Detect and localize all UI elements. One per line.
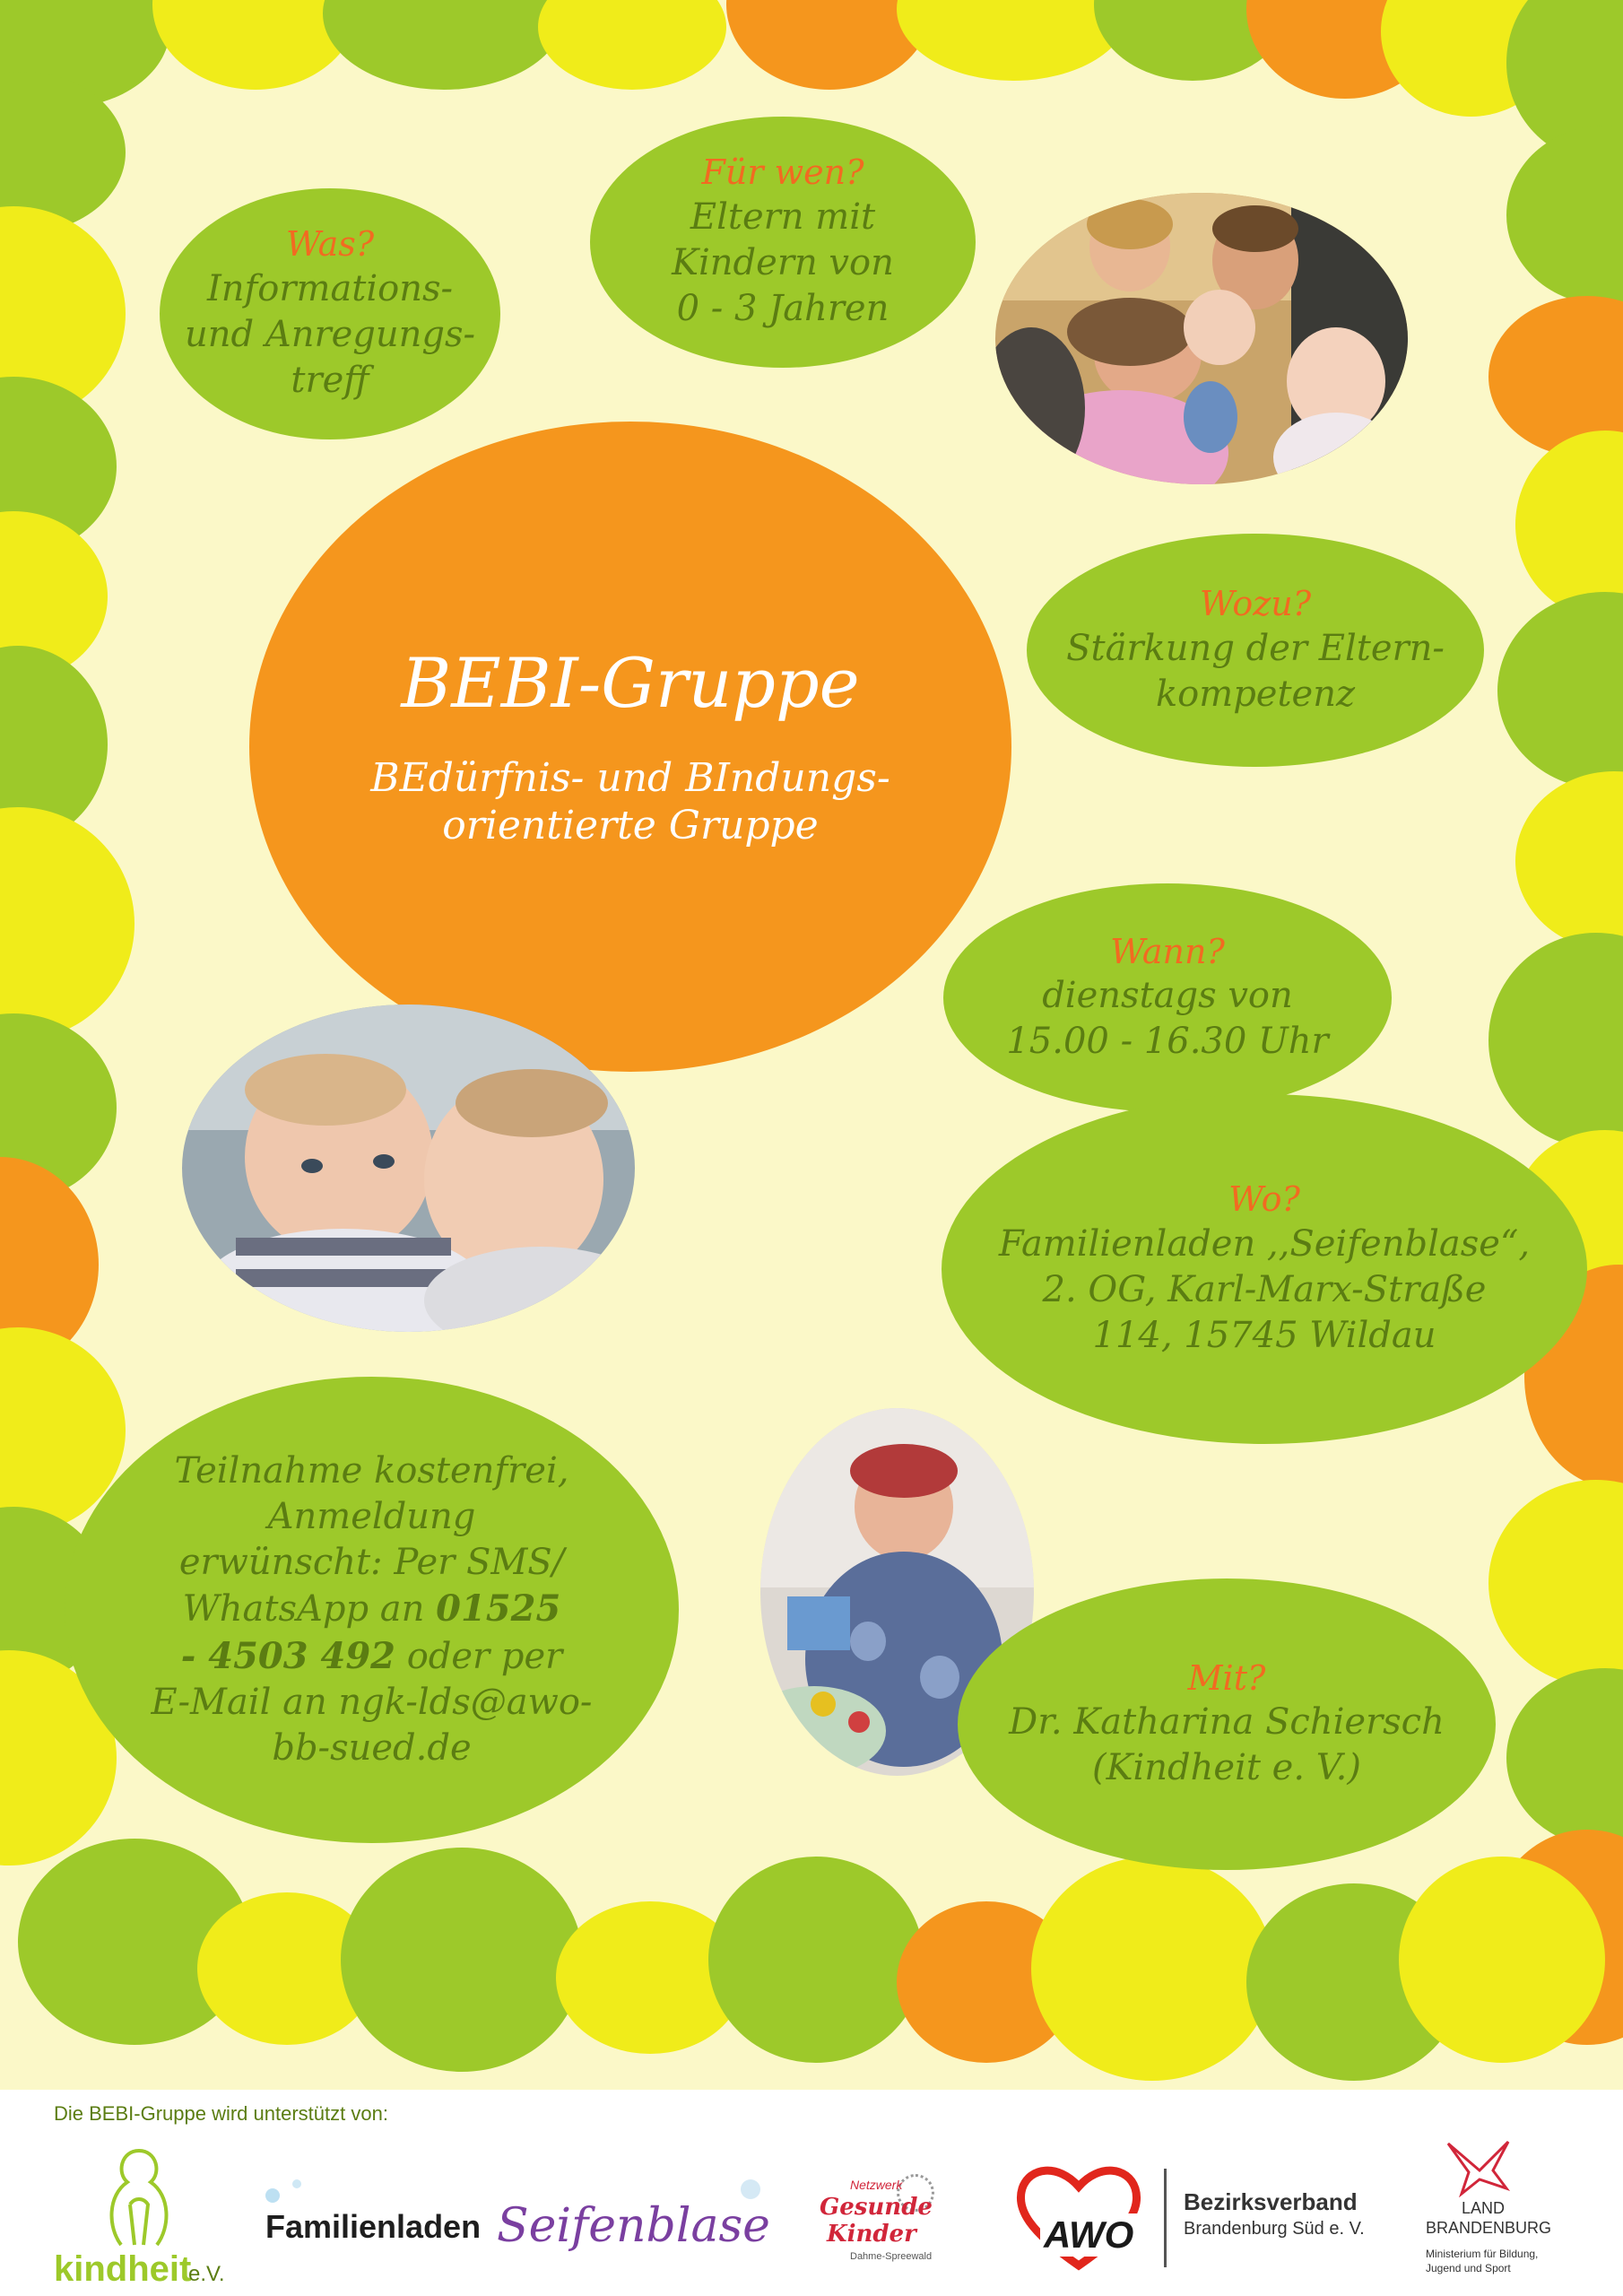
- title-bubble: [249, 422, 1011, 1072]
- land-line2: BRANDENBURG: [1426, 2219, 1552, 2237]
- ngk-logo: [814, 2169, 949, 2276]
- mit-line1: Dr. Katharina Schiersch: [1009, 1701, 1445, 1744]
- teilnahme-line4: [183, 1586, 561, 1632]
- teilnahme-line7: bb-sued.de: [272, 1726, 472, 1769]
- awo-wordmark: AWO: [1040, 2213, 1137, 2257]
- footer: [0, 2090, 1623, 2296]
- teilnahme-line2: Anmeldung: [267, 1496, 476, 1538]
- was-line1: Informations-: [206, 267, 454, 309]
- photo-family: [995, 193, 1408, 484]
- teilnahme-line6: E-Mail an ngk-lds@awo-: [151, 1681, 593, 1723]
- teilnahme-phone-part2: - 4503 492: [180, 1634, 395, 1677]
- land-ministry1: Ministerium für Bildung,: [1426, 2248, 1539, 2260]
- awo-line1: Bezirksverband: [1184, 2188, 1358, 2215]
- fuer-wen-line1: Eltern mit: [690, 196, 876, 238]
- wozu-line1: Stärkung der Eltern-: [1066, 627, 1445, 669]
- supported-by-text: Die BEBI-Gruppe wird unterstützt von:: [54, 2102, 388, 2125]
- fuer-wen-question: Für wen?: [701, 152, 864, 193]
- teilnahme-oder-per: oder per: [395, 1635, 563, 1677]
- seifenblase-text: Seifenblase: [497, 2199, 770, 2253]
- wozu-question: Wozu?: [1199, 584, 1312, 624]
- eagle-icon: [1444, 2135, 1515, 2197]
- kindheit-wordmark: kindheit: [54, 2249, 192, 2289]
- was-question: Was?: [285, 224, 375, 265]
- wann-question: Wann?: [1110, 931, 1225, 971]
- teilnahme-line1: Teilnahme kostenfrei,: [174, 1449, 569, 1492]
- title-subline1: BEdürfnis- und BIndungs-: [370, 755, 890, 802]
- kindheit-suffix: e.V.: [188, 2262, 225, 2286]
- land-brandenburg-logo: [1426, 2135, 1605, 2292]
- ngk-region: Dahme-Spreewald: [850, 2251, 933, 2262]
- fuer-wen-line2: Kindern von: [672, 242, 894, 284]
- ngk-top: Netzwerk: [850, 2178, 903, 2192]
- kindheit-figure-icon: [90, 2142, 188, 2249]
- was-line2: und Anregungs-: [184, 314, 476, 356]
- title-heading: BEBI-Gruppe: [401, 643, 860, 724]
- bubble-fuer-wen: [590, 117, 976, 368]
- bubble-wo: [942, 1094, 1587, 1444]
- familienladen-logo: [265, 2188, 803, 2260]
- awo-logo: [1011, 2160, 1406, 2276]
- wann-line1: dienstags von: [1042, 975, 1293, 1017]
- teilnahme-line5: [181, 1633, 563, 1680]
- familienladen-text: Familienladen: [265, 2208, 482, 2245]
- land-ministry2: Jugend und Sport: [1426, 2262, 1511, 2274]
- kindheit-logo: [54, 2142, 242, 2289]
- wo-question: Wo?: [1228, 1179, 1300, 1220]
- teilnahme-whatsapp: WhatsApp an: [182, 1588, 437, 1631]
- ngk-line1: Gesunde: [820, 2194, 933, 2221]
- fuer-wen-line3: 0 - 3 Jahren: [676, 288, 890, 330]
- bubble-wann: [943, 883, 1392, 1112]
- bubble-wozu: [1027, 534, 1484, 767]
- wo-line3: 114, 15745 Wildau: [1092, 1315, 1436, 1357]
- wo-line2: 2. OG, Karl-Marx-Straße: [1042, 1269, 1487, 1311]
- wann-line2: 15.00 - 16.30 Uhr: [1006, 1021, 1329, 1063]
- ngk-line2: Kinder: [827, 2221, 916, 2248]
- land-line1: LAND: [1462, 2199, 1506, 2217]
- title-subline2: orientierte Gruppe: [442, 803, 819, 848]
- bubble-was: [160, 188, 500, 439]
- wo-line1: Familienladen ,,Seifenblase“,: [998, 1222, 1531, 1265]
- awo-line2: Brandenburg Süd e. V.: [1184, 2219, 1365, 2239]
- bubble-mit: [958, 1578, 1496, 1870]
- bubble-teilnahme: [65, 1377, 679, 1843]
- teilnahme-phone-part1: 01525: [436, 1587, 561, 1631]
- mit-question: Mit?: [1187, 1657, 1266, 1698]
- was-line3: treff: [291, 360, 369, 402]
- mit-line2: (Kindheit e. V.): [1092, 1747, 1361, 1789]
- photo-babies: [182, 1004, 635, 1332]
- teilnahme-line3: erwünscht: Per SMS/: [178, 1542, 565, 1584]
- wozu-line2: kompetenz: [1155, 673, 1356, 715]
